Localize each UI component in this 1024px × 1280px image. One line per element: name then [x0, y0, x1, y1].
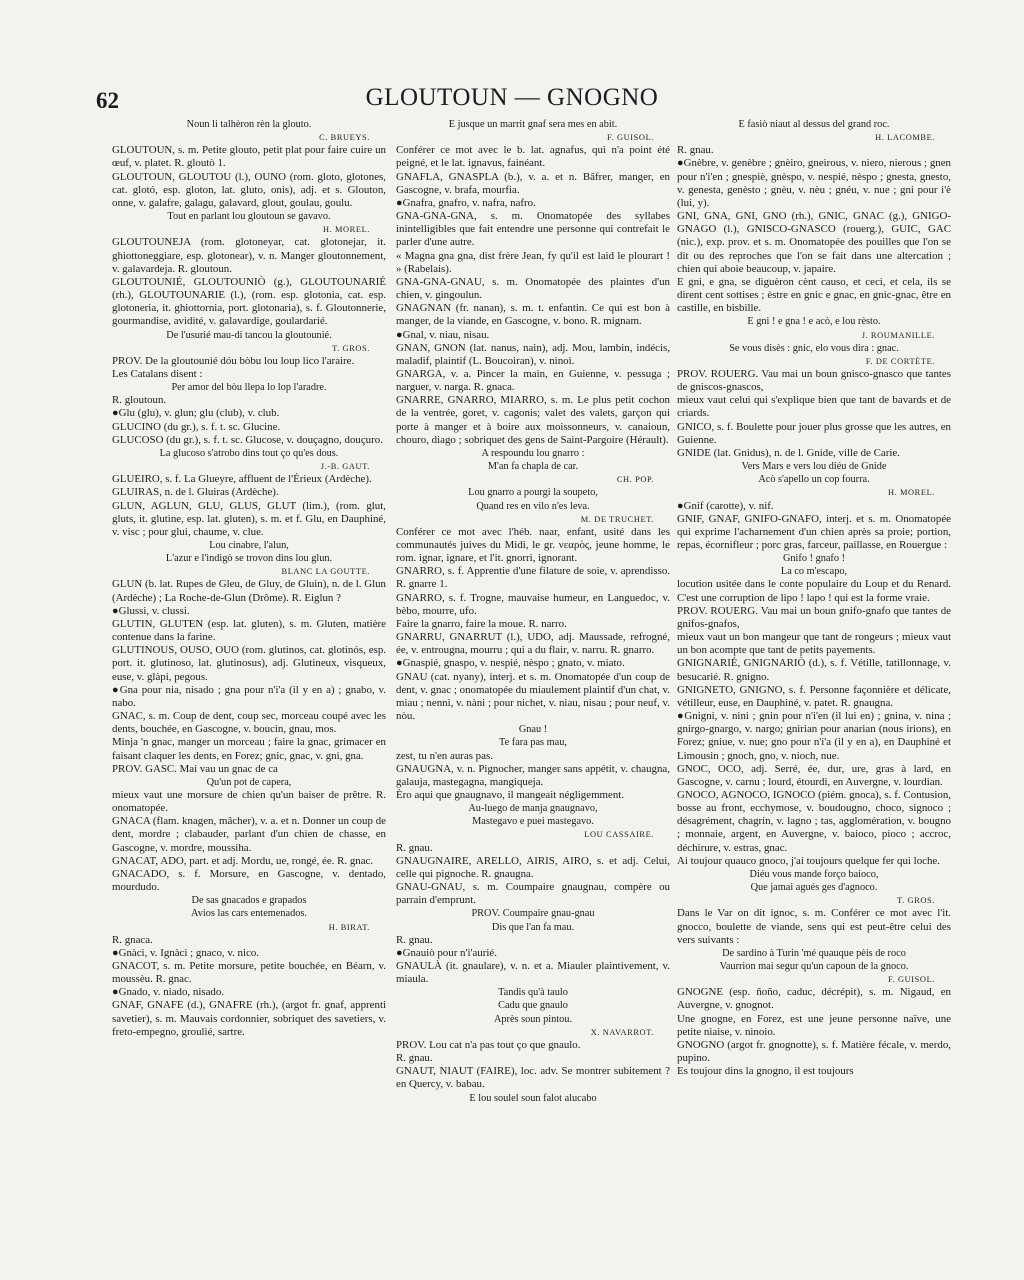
dictionary-entry: Dans le Var on dit ignoc, s. m. Conférer ce mot avec l'it. gnocco, boulette de viande, sens qui est peut-être celui des vers suivants :	[677, 907, 951, 946]
quote-line: Per amor del bòu llepa lo lop l'aradre.	[171, 382, 327, 394]
dictionary-entry: PROV. De la gloutounié dóu bòbu lou loup lico l'araire.	[112, 354, 355, 367]
dictionary-entry: Une gnogne, en Forez, est une jeune personne naïve, une petite niaise, v. ninoio.	[677, 1012, 951, 1038]
dictionary-entry: GNARRO, s. f. Apprentie d'une filature de soie, v. aprendisso. R. gnarre 1.	[396, 565, 670, 591]
dictionary-entry: Conférer ce mot avec l'héb. naar, enfant, usité dans les communautés juives du Midi, le gr. νεαρὸς, jeune homme, le rom. ignar, ignare, et l'it. gnorri, ignorant.	[396, 525, 670, 565]
dictionary-entry: ●Gnafra, gnafro, v. nafra, nafro.	[396, 196, 536, 209]
column-3	[677, 118, 951, 1238]
quote-line: La glucoso s'atrobo dins tout ço qu'es dous.	[159, 447, 339, 459]
dictionary-entry: GNIDE (lat. Gnidus), n. de l. Gnide, ville de Carie.	[677, 446, 900, 459]
dictionary-entry: PROV. ROUERG. Vau mai un boun gnisco-gnasco que tantes de gniscos-gnascos,	[677, 367, 951, 394]
dictionary-entry: GLUTINOUS, OUSO, OUO (rom. glutinos, cat. glotinós, esp. port. it. glutinoso, lat. glutinosus), adj. Glutineux, visqueux, euse, v. glàpi, pegous.	[112, 644, 386, 683]
quote-line: Tandis qu'à taulo	[498, 987, 568, 999]
dictionary-entry: Les Catalans disent :	[112, 367, 203, 380]
dictionary-entry: ●Gna pour nia, nisado ; gna pour n'i'a (il y en a) ; gnabo, v. nabo.	[112, 683, 386, 709]
dictionary-entry: Èro aqui que gnaugnavo, il mangeait négligemment.	[396, 788, 625, 801]
attribution: T. GROS.	[332, 343, 370, 353]
attribution: J. ROUMANILLE.	[861, 330, 935, 340]
dictionary-entry: ●Glu (glu), v. glun; glu (club), v. club.	[112, 407, 280, 420]
dictionary-entry: ●Gnàci, v. Ignàci ; gnaco, v. nico.	[112, 946, 259, 959]
quote-line: Te fara pas mau,	[499, 737, 567, 749]
dictionary-entry: E gni, e gna, se diguèron cènt causo, et ceci, et cela, ils se dirent cent sottises ; èstre en gnic e gnac, en gnic-gnac, être en castille, en bisbille.	[677, 275, 951, 315]
attribution: F. DE CORTÈTE.	[865, 356, 935, 366]
quote-line: Se vous disès : gnic, elo vous dira : gnac.	[729, 342, 899, 354]
attribution: C. BRUEYS.	[319, 133, 370, 143]
quote-line: Après soun pintou.	[493, 1013, 573, 1025]
dictionary-entry: GNICO, s. f. Boulette pour jouer plus grosse que les autres, en Guienne.	[677, 420, 951, 446]
dictionary-entry: GLOUTOUN, s. m. Petite glouto, petit plat pour faire cuire un œuf, v. platet. R. gloutò 1.	[112, 144, 386, 170]
dictionary-entry: GNAU-GNAU, s. m. Coumpaire gnaugnau, compère ou parrain d'emprunt.	[396, 881, 670, 907]
quote-line: Vaurrion mai segur qu'un capoun de la gnoco.	[719, 961, 909, 972]
attribution: F. GUISOL.	[888, 975, 935, 985]
attribution: H. MOREL.	[322, 225, 370, 235]
dictionary-entry: ●Glussi, v. clussi.	[112, 604, 190, 617]
dictionary-entry: GNAC, s. m. Coup de dent, coup sec, morceau coupé avec les dents, bouchée, en Gascogne, v. boucin, gnau, mos.	[112, 710, 386, 736]
dictionary-entry: GNIF, GNAF, GNIFO-GNAFO, interj. et s. m. Onomatopée qui exprime l'acharnement d'un chien après sa proie; portion, repas, écornifleur ; porc gras, farceur, paillasse, en Rouergue :	[677, 512, 951, 551]
dictionary-entry: GNACADO, s. f. Morsure, en Gascogne, v. dentado, mourdudo.	[112, 867, 386, 894]
quote-line: Au-luego de manja gnaugnavo,	[468, 803, 598, 815]
dictionary-entry: GNACA (flam. knagen, mâcher), v. a. et n. Donner un coup de dent, mordre ; clabauder, parlant d'un chien de chasse, en Gascogne, v. mordre, moussiha.	[112, 815, 386, 854]
attribution: CH. POP.	[616, 475, 654, 485]
dictionary-entry: ●Gnaspié, gnaspo, v. nespié, nèspo ; gnato, v. miato.	[396, 657, 625, 670]
attribution: H. BIRAT.	[328, 922, 370, 932]
dictionary-entry: PROV. ROUERG. Vau mai un boun gnifo-gnafo que tantes de gnifos-gnafos,	[677, 604, 951, 630]
dictionary-entry: GNAUT, NIAUT (FAIRE), loc. adv. Se montrer subitement ? en Quercy, v. babau.	[396, 1065, 670, 1091]
dictionary-entry: R. gnau.	[396, 933, 433, 946]
dictionary-entry: PROV. GASC. Mai vau un gnac de ca	[112, 762, 278, 775]
dictionary-entry: GNAGNAN (fr. nanan), s. m. t. enfantin. Ce qui est bon à manger, de la viande, en Gascogne, v. bono. R. mignam.	[396, 302, 670, 328]
quote-line: A respoundu lou gnarro :	[481, 447, 585, 459]
quote-line: E fasiò niaut al dessus del grand roc.	[738, 119, 890, 130]
attribution: H. MOREL.	[887, 488, 935, 498]
dictionary-entry: GNA-GNA-GNAU, s. m. Onomatopée des plaintes d'un chien, v. gingoulun.	[396, 275, 670, 302]
dictionary-entry: GNOCO, AGNOCO, IGNOCO (piém. gnoca), s. f. Contusion, bosse au front, ecchymose, v. boudougno, choco, signoco ; désagrément, chagrin, v. lagno ; tas, agglomération, v. bougno ; monnaie, argent, en Auvergne, v. baioco, pioco ; accroc, déchirure, v. estras, gnac.	[677, 788, 951, 854]
dictionary-entry: GNAN, GNON (lat. nanus, nain), adj. Mou, lambin, indécis, maladif, plaintif (L. Boucoiran), v. ninoi.	[396, 341, 670, 367]
dictionary-entry: « Magna gna gna, dist frère Jean, fy qu'il est laid le plourart ! » (Rabelais).	[396, 249, 670, 275]
dictionary-entry: GLUIRAS, n. de l. Gluiras (Ardèche).	[112, 486, 279, 499]
quote-line: Lou gnarro a pourgi la soupeto,	[468, 487, 598, 499]
quote-line: Que jamai agués ges d'agnoco.	[750, 882, 878, 894]
dictionary-entry: GNOC, OCO, adj. Serré, ée, dur, ure, gras à lard, en Gascogne, v. carnu ; lourd, étourdi, en Auvergne, v. lourdian.	[677, 762, 951, 788]
attribution: H. LACOMBE.	[875, 133, 935, 143]
dictionary-entry: GNAUGNAIRE, ARELLO, AIRIS, AIRO, s. et adj. Celui, celle qui pignoche. R. gnaugna.	[396, 854, 670, 880]
quote-line: De sardino à Turin 'mé quauque pèis de roco	[722, 947, 906, 959]
dictionary-entry: GLOUTOUNIÉ, GLOUTOUNIÒ (g.), GLOUTOUNARIÉ (rh.), GLOUTOUNARIE (l.), (rom. esp. glotonia, cat. esp. glotoneria, it. ghiottornia, port. glotonaria), s. f. Gloutonnerie, gourmandise, avidité, v. galavardige, goulardarié.	[112, 275, 386, 328]
quote-line: E jusque un marrit gnaf sera mes en abit.	[448, 119, 618, 130]
quote-line: Cadu que gnaulo	[498, 1000, 568, 1012]
dictionary-entry: GNAULÀ (it. gnaulare), v. n. et a. Miauler plaintivement, v. miaula.	[396, 960, 670, 986]
quote-line: Gnau !	[518, 724, 548, 736]
dictionary-entry: Ai toujour quauco gnoco, j'ai toujours quelque fer qui loche.	[677, 854, 940, 867]
dictionary-entry: mieux vaut une morsure de chien qu'un baiser de prêtre. R. onomatopée.	[112, 788, 386, 815]
attribution: J.-B. GAUT.	[320, 462, 370, 472]
dictionary-entry: mieux vaut celui qui s'explique bien que tant de bavards et de criards.	[677, 394, 951, 420]
dictionary-entry: GNAUGNA, v. n. Pignocher, manger sans appétit, v. chaugna, galauja, mastegagna, mangiqueja.	[396, 762, 670, 788]
column-1	[112, 118, 386, 1238]
dictionary-entry: GNOGNE (esp. ñoño, caduc, décrépit), s. m. Nigaud, en Auvergne, v. gnognot.	[677, 986, 951, 1012]
attribution: M. DE TRUCHET.	[580, 514, 654, 524]
quote-line: M'an fa chapla de car.	[487, 461, 579, 473]
dictionary-entry: Es toujour dins la gnogno, il est toujours	[677, 1065, 854, 1078]
dictionary-entry: ●Gnèbre, v. genèbre ; gnèiro, gneirous, v. niero, nierous ; gnen pour n'i'en ; gnespiè, gnèspo, v. nespié, nèspo ; gnesta, gnesto, v. genesta, genèsto ; gnèu, v. nèu ; gnéu, v. nue ; gni pour i'è (lui, y).	[677, 157, 951, 209]
quote-line: Mastegavo e puei mastegavo.	[472, 816, 594, 828]
dictionary-entry: GLUCINO (du gr.), s. f. t. sc. Glucine.	[112, 420, 281, 433]
attribution: LOU CASSAIRE.	[584, 830, 654, 840]
dictionary-entry: R. gnau.	[677, 144, 714, 157]
dictionary-entry: GNACAT, ADO, part. et adj. Mordu, ue, rongé, ée. R. gnac.	[112, 854, 374, 867]
dictionary-entry: Minja 'n gnac, manger un morceau ; faire la gnac, grimacer en faisant claquer les dents, en Forez; gnic, gnac, v. gni, gna.	[112, 736, 386, 762]
dictionary-entry: GLOUTOUN, GLOUTOU (l.), OUNO (rom. gloto, glotones, cat. glotó, esp. gloton, lat. gluto, onis), adj. et s. Glouton, onne, v. galafre, galagu, galavard, glout, goulau, goulu.	[112, 170, 386, 209]
quote-line: Quand res en vilo n'es leva.	[476, 500, 590, 512]
dictionary-entry: GLOUTOUNEJA (rom. glotoneyar, cat. glotonejar, it. ghiottoneggiare, esp. glotonear), v. n. Manger gloutonnement, v. galavardeja. R. gloutoun.	[112, 236, 386, 275]
quote-line: De sas gnacados e grapados	[191, 895, 307, 907]
dictionary-entry: ●Gnigni, v. nini ; gnin pour n'i'en (il lui en) ; gnina, v. nina ; gnirgo-gnargo, v. nargo; gnirian pour anarian (nous irions), en Forez; gniue, v. nue; gno pour n'i'a (il y en a), en Dauphiné et Limousin ; gnoch, gno, v. nioch, nue.	[677, 710, 951, 762]
dictionary-entry: PROV. Lou cat n'a pas tout ço que gnaulo.	[396, 1038, 581, 1051]
dictionary-entry: GNA-GNA-GNA, s. m. Onomatopée des syllabes inintelligibles que fait entendre une personne qui contrefait le parler d'une autre.	[396, 210, 670, 249]
dictionary-entry: GNI, GNA, GNI, GNO (rh.), GNIC, GNAC (g.), GNIGO-GNAGO (l.), GNISCO-GNASCO (rouerg.), GUIC, GAC (nic.), exp. prov. et s. m. Onomatopée des pouilles que l'on se dit ou des reproches que l'on se fait dans une altercation ; chien qui aboie beaucoup, v. japaire.	[677, 210, 951, 275]
dictionary-entry: GNIGNETO, GNIGNO, s. f. Personne façonnière et délicate, vétilleur, euse, en Dauphiné, v. patet. R. gnaugna.	[677, 683, 951, 709]
dictionary-entry: GNACOT, s. m. Petite morsure, petite bouchée, en Béarn, v. moussèu. R. gnac.	[112, 960, 386, 986]
dictionary-entry: ●Gnauiò pour n'i'aurié.	[396, 946, 497, 959]
attribution: X. NAVARROT.	[590, 1027, 654, 1037]
column-2	[396, 118, 670, 1238]
dictionary-entry: GLUCOSO (du gr.), s. f. t. sc. Glucose, v. douçagno, douçuro.	[112, 433, 383, 446]
dictionary-entry: GNAFLA, GNASPLA (b.), v. a. et n. Bâfrer, manger, en Gascogne, v. brafa, mourfia.	[396, 170, 670, 196]
dictionary-entry: GLUTIN, GLUTEN (esp. lat. gluten), s. m. Gluten, matière contenue dans la farine.	[112, 617, 386, 644]
quote-line: La co m'escapo,	[780, 566, 848, 578]
dictionary-entry: locution usitée dans le conte populaire du Loup et du Renard. C'est une corruption de lipo ! lapo ! qui est la forme vraie.	[677, 578, 951, 604]
quote-line: Vers Mars e vers lou diéu de Gnide	[741, 461, 887, 473]
dictionary-entry: GNARRO, s. f. Trogne, mauvaise humeur, en Languedoc, v. bèbo, mourre, ufo.	[396, 591, 670, 617]
dictionary-entry: GNARRE, GNARRO, MIARRO, s. m. Le plus petit cochon de la ventrée, goret, v. cagonis; valet des valets, garçon qui porte à manger et à boire aux moissonneurs, v. canaioun, chouro, diago ; sobriquet des gens de Saint-Pargoire (Hérault).	[396, 394, 670, 446]
dictionary-entry: mieux vaut un bon mangeur que tant de rongeurs ; mieux vaut un bon acompte que tant de petits payements.	[677, 631, 951, 657]
dictionary-entry: Conférer ce mot avec le b. lat. agnafus, qui n'a point été peigné, et le lat. ignavus, fainéant.	[396, 144, 670, 170]
quote-line: Gnifo ! gnafo !	[782, 553, 846, 565]
dictionary-entry: Faire la gnarro, faire la moue. R. narro.	[396, 617, 567, 630]
dictionary-entry: GLUEIRO, s. f. La Glueyre, affluent de l'Érieux (Ardèche).	[112, 473, 372, 486]
dictionary-entry: GLUN (b. lat. Rupes de Gleu, de Gluy, de Gluin), n. de l. Glun (Ardèche) ; La Roche-de-Glun (Drôme). R. Eiglun ?	[112, 578, 386, 604]
quote-line: L'azur e l'indigò se trovon dins lou glun.	[165, 553, 333, 565]
quote-line: E gni ! e gna ! e acò, e lou rèsto.	[747, 316, 881, 328]
dictionary-entry: ●Gnif (carotte), v. nif.	[677, 499, 774, 512]
dictionary-entry: zest, tu n'en auras pas.	[396, 749, 493, 762]
dictionary-entry: GNAU (cat. nyany), interj. et s. m. Onomatopée d'un coup de dent, v. gnac ; onomatopée du miaulement plaintif d'un chat, v. miau ; nenni, v. nàni ; pour nichet, v. niau, nisau ; pour neuf, v. nòu.	[396, 670, 670, 723]
quote-line: E lou soulel soun falot alucabo	[469, 1092, 597, 1104]
dictionary-entry: R. gnaca.	[112, 933, 153, 946]
dictionary-entry: R. gnau.	[396, 1052, 433, 1065]
quote-line: Lou cinabre, l'alun,	[209, 540, 289, 551]
dictionary-entry: ●Gnal, v. niau, nisau.	[396, 328, 490, 341]
dictionary-entry: GNARRU, GNARRUT (l.), UDO, adj. Maussade, refrogné, ée, v. entrougna, mourru ; qui a du flair, v. narru. R. gnarro.	[396, 631, 670, 657]
quote-line: De l'usurié mau-di tancou la gloutounié.	[166, 329, 332, 341]
dictionary-entry: R. gloutoun.	[112, 394, 167, 407]
quote-line: Diéu vous mande forço baioco,	[749, 868, 879, 880]
quote-line: Avios las cars entemenados.	[191, 908, 307, 920]
dictionary-entry: GNARGA, v. a. Pincer la main, en Guienne, v. pessuga ; narguer, v. narga. R. gnaca.	[396, 367, 670, 394]
running-header: GLOUTOUN — GNOGNO	[365, 84, 659, 111]
quote-line: PROV. Coumpaire gnau-gnau	[471, 908, 595, 920]
quote-line: Qu'un pot de capera,	[206, 776, 292, 788]
dictionary-entry: ●Gnado, v. niado, nisado.	[112, 986, 225, 999]
dictionary-entry: GNAF, GNAFE (d.), GNAFRE (rh.), (argot fr. gnaf, apprenti savetier), s. m. Mauvais cordonnier, sobriquet des savetiers, v. freto-empegno, groulié, sartre.	[112, 999, 386, 1038]
attribution: BLANC LA GOUTTE.	[281, 567, 370, 577]
dictionary-entry: R. gnau.	[396, 841, 433, 854]
dictionary-entry: GNOGNO (argot fr. gnognotte), s. f. Matière fécale, v. merdo, pupino.	[677, 1038, 951, 1065]
attribution: F. GUISOL.	[607, 133, 654, 143]
attribution: T. GROS.	[897, 896, 935, 906]
quote-line: Dis que l'an fa mau.	[491, 921, 575, 933]
quote-line: Tout en parlant lou gloutoun se gavavo.	[167, 211, 331, 223]
dictionary-entry: GNIGNARIÉ, GNIGNARIÒ (d.), s. f. Vétille, tatillonnage, v. besucarié. R. gnigno.	[677, 657, 951, 683]
quote-line: Acò s'apello un cop fourra.	[758, 474, 870, 486]
quote-line: Noun li talhèron rèn la glouto.	[186, 119, 312, 130]
dictionary-entry: GLUN, AGLUN, GLU, GLUS, GLUT (lim.), (rom. glut, gluts, it. glutine, esp. lat. gluten), s. m. et f. Glu, en Dauphiné, v. visc ; pour glui, chaume, v. clue.	[112, 499, 386, 538]
page-number: 62	[96, 88, 119, 113]
